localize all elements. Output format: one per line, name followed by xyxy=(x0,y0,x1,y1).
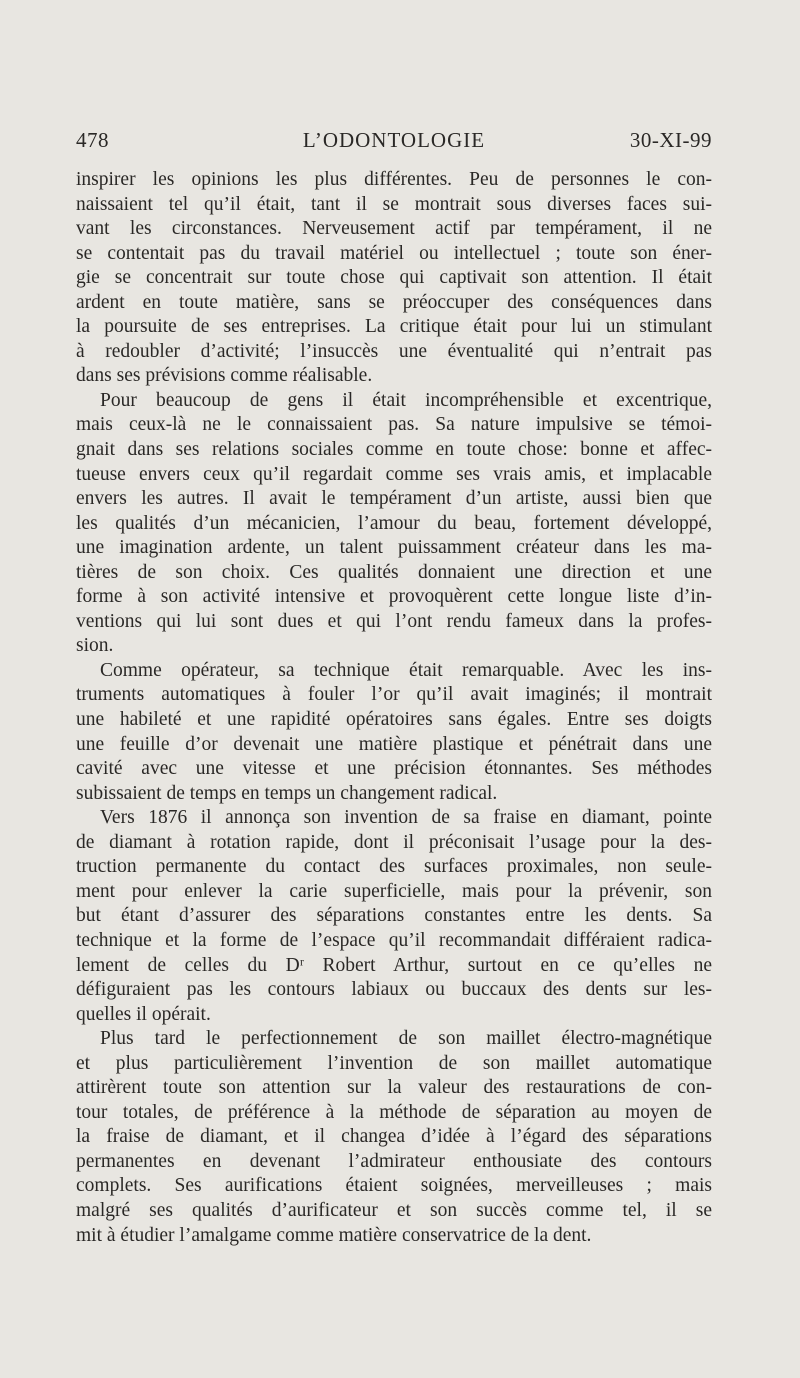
text-line: une feuille d’or devenait une matière plastique et pénétrait dans une xyxy=(76,733,712,755)
text-line: tières de son choix. Ces qualités donnaient une direction et une xyxy=(76,561,712,583)
text-line: ment pour enlever la carie superficielle, mais pour la prévenir, son xyxy=(76,880,712,902)
text-line: une imagination ardente, un talent puissamment créateur dans les ma- xyxy=(76,537,712,559)
text-line: dans ses prévisions comme réalisable. xyxy=(76,365,373,387)
body-text xyxy=(76,168,712,1248)
paragraph xyxy=(76,659,712,806)
journal-title: L’ODONTOLOGIE xyxy=(302,128,486,152)
text-line: se contentait pas du travail matériel ou intellectuel ; toute son éner- xyxy=(76,242,712,264)
running-head xyxy=(76,128,712,158)
text-line: vant les circonstances. Nerveusement actif par tempérament, il ne xyxy=(76,218,712,240)
text-line: but étant d’assurer des séparations constantes entre les dents. Sa xyxy=(76,905,712,927)
text-line: subissaient de temps en temps un changement radical. xyxy=(76,782,498,804)
text-line: complets. Ses aurifications étaient soignées, merveilleuses ; mais xyxy=(76,1175,712,1197)
text-line: cavité avec une vitesse et une précision étonnantes. Ses méthodes xyxy=(76,758,712,780)
text-line: tour totales, de préférence à la méthode de séparation au moyen de xyxy=(76,1101,712,1123)
text-line: permanentes en devenant l’admirateur enthousiate des contours xyxy=(76,1150,712,1172)
text-line: les qualités d’un mécanicien, l’amour du beau, fortement développé, xyxy=(76,512,712,534)
paragraph xyxy=(76,806,712,1027)
text-line: ardent en toute matière, sans se préoccuper des conséquences dans xyxy=(76,291,712,313)
text-line: quelles il opérait. xyxy=(76,1003,211,1025)
text-line: gnait dans ses relations sociales comme en toute chose: bonne et affec- xyxy=(76,439,712,461)
text-line: technique et la forme de l’espace qu’il recommandait différaient radica- xyxy=(76,929,712,951)
text-line: gie se concentrait sur toute chose qui captivait son attention. Il était xyxy=(76,267,712,289)
text-line: défiguraient pas les contours labiaux ou buccaux des dents sur les- xyxy=(76,979,712,1001)
text-line: forme à son activité intensive et provoquèrent cette longue liste d’in- xyxy=(76,586,712,608)
text-line: Comme opérateur, sa technique était remarquable. Avec les ins- xyxy=(100,659,712,681)
text-line: de diamant à rotation rapide, dont il préconisait l’usage pour la des- xyxy=(76,831,712,853)
text-line: tueuse envers ceux qu’il regardait comme ses vrais amis, et implacable xyxy=(76,463,712,485)
text-line: la poursuite de ses entreprises. La critique était pour lui un stimulant xyxy=(76,316,712,338)
text-line: ventions qui lui sont dues et qui l’ont rendu fameux dans la profes- xyxy=(76,610,712,632)
text-line: une habileté et une rapidité opératoires sans égales. Entre ses doigts xyxy=(76,709,712,731)
text-line: mit à étudier l’amalgame comme matière conservatrice de la dent. xyxy=(76,1224,592,1246)
text-line: mais ceux-là ne le connaissaient pas. Sa nature impulsive se témoi- xyxy=(76,414,712,436)
paragraph xyxy=(76,168,712,389)
text-line: envers les autres. Il avait le tempérament d’un artiste, aussi bien que xyxy=(76,488,712,510)
text-line: truction permanente du contact des surfaces proximales, non seule- xyxy=(76,856,712,878)
text-line: Vers 1876 il annonça son invention de sa fraise en diamant, pointe xyxy=(100,807,712,829)
text-line: malgré ses qualités d’aurificateur et son succès comme tel, il se xyxy=(76,1199,712,1221)
text-line: naissaient tel qu’il était, tant il se montrait sous diverses faces sui- xyxy=(76,193,712,215)
text-line: Plus tard le perfectionnement de son maillet électro-magnétique xyxy=(100,1028,712,1050)
text-line: Pour beaucoup de gens il était incompréhensible et excentrique, xyxy=(100,389,712,411)
paragraph xyxy=(76,1027,712,1248)
paragraph xyxy=(76,389,712,659)
text-line: inspirer les opinions les plus différentes. Peu de personnes le con- xyxy=(76,169,712,190)
text-line: sion. xyxy=(76,635,114,657)
page-number: 478 xyxy=(76,128,109,152)
text-line: attirèrent toute son attention sur la valeur des restaurations de con- xyxy=(76,1077,712,1099)
text-line: et plus particulièrement l’invention de son maillet automatique xyxy=(76,1052,712,1074)
text-line: truments automatiques à fouler l’or qu’il avait imaginés; il montrait xyxy=(76,684,712,706)
text-line: lement de celles du Dʳ Robert Arthur, surtout en ce qu’elles ne xyxy=(76,954,712,976)
text-line: à redoubler d’activité; l’insuccès une éventualité qui n’entrait pas xyxy=(76,340,712,362)
issue-date: 30-XI-99 xyxy=(629,128,712,152)
text-line: la fraise de diamant, et il changea d’idée à l’égard des séparations xyxy=(76,1126,712,1148)
